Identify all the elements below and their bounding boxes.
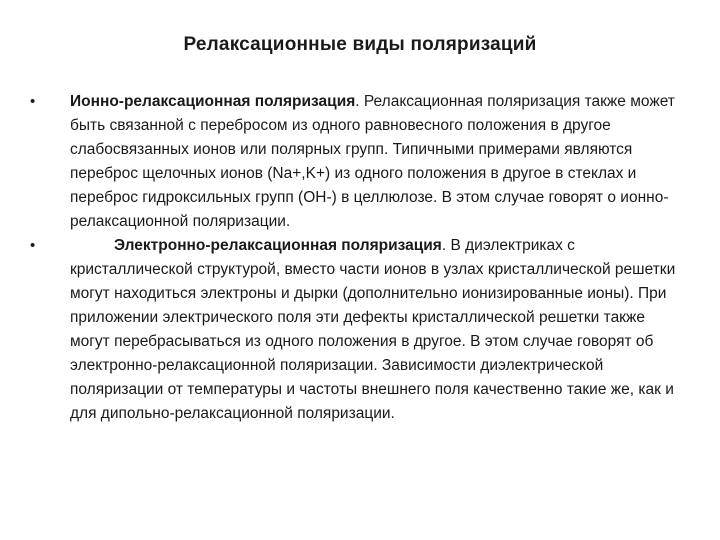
bullet-term: Электронно-релаксационная поляризация [114, 237, 442, 254]
bullet-item-ionic [30, 90, 680, 234]
bullet-term: Ионно-релаксационная поляризация [70, 93, 356, 110]
bullet-list [30, 90, 680, 426]
bullet-text: . Релаксационная поляризация также может быть связанной с перебросом из одного равновесного положения в другое слабосвязанных ионов или полярных групп. Типичными примерами являются переброс щелочных ионов (Na+,K+) из одного положения в другое в стеклах и переброс гидроксильных групп (OH-) в целлюлозе. В этом случае говорят о ионно-релаксационной поляризации. [70, 93, 675, 230]
bullet-icon: • [30, 237, 36, 254]
slide-title: Релаксационные виды поляризаций [183, 34, 537, 55]
bullet-item-electronic [30, 234, 680, 426]
bullet-icon: • [30, 93, 36, 110]
bullet-text: . В диэлектриках с кристаллической структурой, вместо части ионов в узлах кристаллической решетки могут находиться электроны и дырки (дополнительно ионизированные ионы). При приложении электрического поля эти дефекты кристаллической решетки также могут перебрасываться из одного положения в другое. В этом случае говорят об электронно-релаксационной поляризации. Зависимости диэлектрической поляризации от температуры и частоты внешнего поля качественно такие же, как и для дипольно-релаксационной поляризации. [70, 237, 676, 422]
